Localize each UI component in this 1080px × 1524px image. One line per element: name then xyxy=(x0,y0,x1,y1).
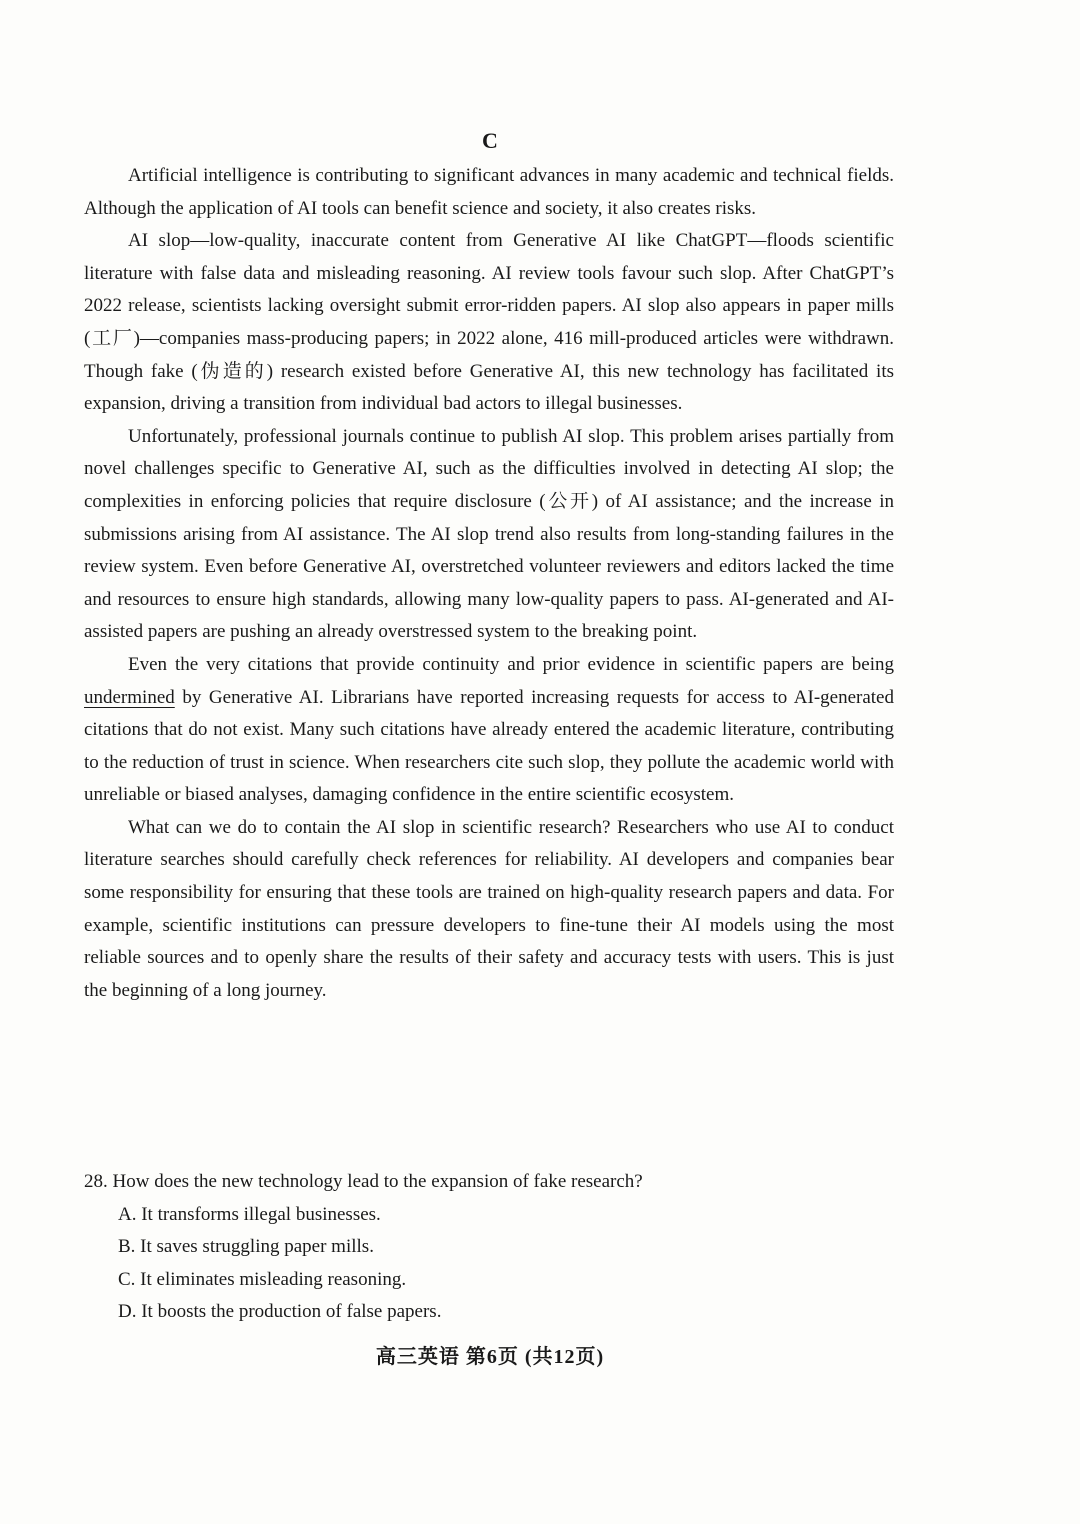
reading-passage xyxy=(84,160,894,1007)
paragraph-4-before: Even the very citations that provide continuity and prior evidence in scientific papers are being xyxy=(128,653,894,675)
question-stem: 28. How does the new technology lead to the expansion of fake research? xyxy=(84,1171,643,1192)
option-a: A. It transforms illegal businesses. xyxy=(118,1203,381,1225)
option-d: D. It boosts the production of false papers. xyxy=(118,1301,442,1323)
paragraph-2: AI slop—low-quality, inaccurate content from Generative AI like ChatGPT—floods scientific literature with false data and misleading reasoning. AI review tools favour such slop. After ChatGPT’s 2022 release, scientists lacking oversight submit error-ridden papers. AI slop also appears in paper mills (工厂)—companies mass-producing papers; in 2022 alone, 416 mill-produced articles were withdrawn. Though fake (伪造的) research existed before Generative AI, this new technology has facilitated its expansion, driving a transition from individual bad actors to illegal businesses. xyxy=(84,230,894,415)
option-c: C. It eliminates misleading reasoning. xyxy=(118,1268,407,1290)
paragraph-4 xyxy=(84,649,894,812)
paragraph-5: What can we do to contain the AI slop in scientific research? Researchers who use AI to conduct literature searches should carefully check references for reliability. AI developers and companies bear some responsibility for ensuring that these tools are trained on high-quality research papers and data. For example, scientific institutions can pressure developers to fine-tune their AI models using the most reliable sources and to openly share the results of their safety and accuracy tests with users. This is just the beginning of a long journey. xyxy=(84,816,894,1001)
page-footer: 高三英语 第6页 (共12页) xyxy=(375,1346,605,1368)
paragraph-3: Unfortunately, professional journals continue to publish AI slop. This problem arises partially from novel challenges specific to Generative AI, such as the difficulties involved in detecting AI slop; the complexities in enforcing policies that require disclosure (公开) of AI assistance; and the increase in submissions arising from AI assistance. The AI slop trend also results from long-standing failures in the review system. Even before Generative AI, overstretched volunteer reviewers and editors lacked the time and resources to ensure high standards, allowing many low-quality papers to pass. AI-generated and AI-assisted papers are pushing an already overstressed system to the breaking point. xyxy=(84,425,894,643)
question-28 xyxy=(84,1166,894,1329)
paragraph-1: Artificial intelligence is contributing to significant advances in many academic and technical fields. Although the application of AI tools can benefit science and society, it also creates risks. xyxy=(84,165,894,219)
section-label: C xyxy=(482,128,498,153)
underlined-word: undermined xyxy=(84,686,175,708)
option-b: B. It saves struggling paper mills. xyxy=(118,1236,374,1258)
paragraph-4-after: by Generative AI. Librarians have reported increasing requests for access to AI-generated citations that do not exist. Many such citations have already entered the academic literature, contributing to the reduction of trust in science. When researchers cite such slop, they pollute the academic world with unreliable or biased analyses, damaging confidence in the entire scientific ecosystem. xyxy=(84,686,894,806)
